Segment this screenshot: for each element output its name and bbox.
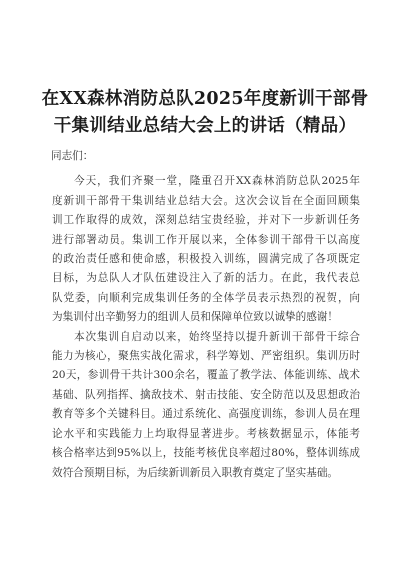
paragraph-2-line: 效符合预期目标，为后续新训新员入职教育奠定了坚实基础。 — [52, 466, 339, 479]
salutation: 同志们： — [51, 150, 94, 162]
paragraph-1-line: 进行部署动员。集训工作开展以来，全体参训干部骨干以高度 — [52, 233, 360, 246]
paragraph-2-line: 能力为核心，聚焦实战化需求，科学筹划、严密组织。集训历时 — [52, 350, 360, 363]
paragraph-2-line: 本次集训自启动以来，始终坚持以提升新训干部骨干综合 — [74, 330, 360, 343]
paragraph-1-line: 队党委，向顺利完成集训任务的全体学员表示热烈的祝贺，向 — [52, 291, 360, 304]
title-line-2: 干集训结业总结大会上的讲话（精品） — [53, 116, 357, 136]
paragraph-2-line: 20天，参训骨干共计300余名，覆盖了教学法、体能训练、战术 — [52, 369, 360, 382]
paragraph-2-line: 基础、队列指挥、擒敌技术、射击技能、安全防范以及思想政治 — [52, 388, 360, 401]
paragraph-2-line: 论水平和实践能力上均取得显著进步。考核数据显示，体能考 — [52, 427, 360, 440]
paragraph-1-line: 的政治责任感和使命感，积极投入训练，圆满完成了各项既定 — [52, 253, 360, 266]
paragraph-2-line: 核合格率达到95%以上，技能考核优良率超过80%，整体训练成 — [52, 447, 360, 460]
paragraph-1-line: 为集训付出辛勤努力的组训人员和保障单位致以诚挚的感谢！ — [52, 311, 339, 324]
paragraph-1-line: 训工作取得的成效，深刻总结宝贵经验，并对下一步新训任务 — [52, 214, 360, 227]
paragraph-1-line: 度新训干部骨干集训结业总结大会。这次会议旨在全面回顾集 — [52, 194, 360, 207]
paragraph-2-line: 教育等多个关键科目。通过系统化、高强度训练，参训人员在理 — [52, 408, 360, 421]
title-line-1: 在XX森林消防总队2025年度新训干部骨 — [41, 89, 369, 109]
document-body — [52, 147, 360, 483]
paragraph-1-line: 今天，我们齐聚一堂，隆重召开XX森林消防总队2025年 — [74, 175, 360, 188]
paragraph-1-line: 目标，为总队人才队伍建设注入了新的活力。在此，我代表总 — [52, 272, 360, 285]
document-title — [24, 86, 386, 140]
